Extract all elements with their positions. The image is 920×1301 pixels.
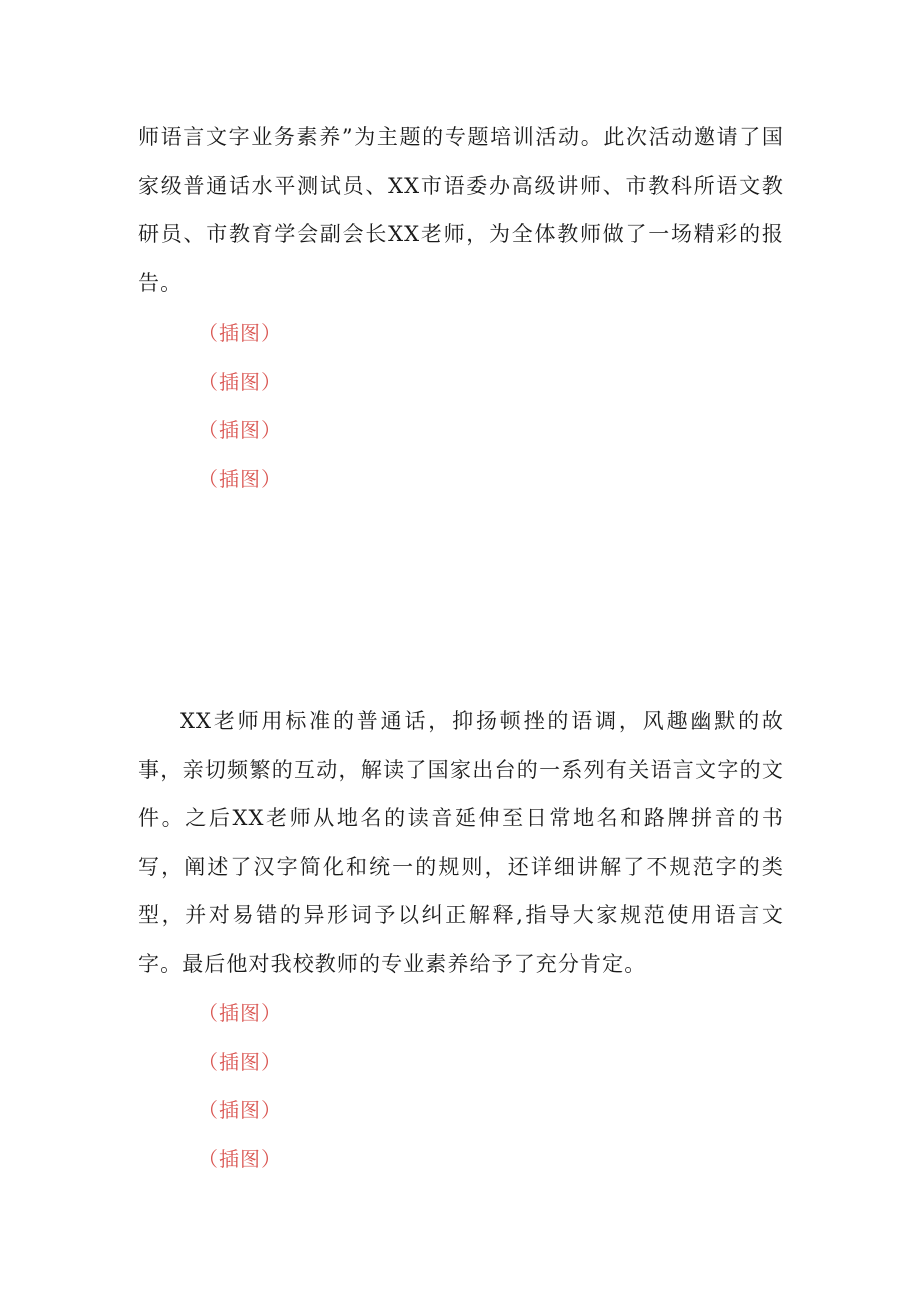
image-placeholder-group-1 [198, 309, 282, 503]
body-paragraph-1: 师语言文字业务素养”为主题的专题培训活动。此次活动邀请了国家级普通话水平测试员、XX市语委办高级讲师、市教科所语文教研员、市教育学会副会长XX老师，为全体教师做了一场精彩的报告。 [138, 125, 784, 295]
body-paragraph-2: XX老师用标准的普通话，抑扬顿挫的语调，风趣幽默的故事，亲切频繁的互动，解读了国家出台的一系列有关语言文字的文件。之后XX老师从地名的读音延伸至日常地名和路牌拼音的书写，阐述了汉字简化和统一的规则，还详细讲解了不规范字的类型，并对易错的异形词予以纠正解释,指导大家规范使用语言文字。最后他对我校教师的专业素养给予了充分肯定。 [138, 709, 784, 976]
image-placeholder: （插图） [198, 1098, 282, 1122]
image-placeholder: （插图） [198, 369, 282, 394]
image-placeholder: （插图） [198, 1146, 282, 1171]
image-placeholder: （插图） [198, 321, 282, 345]
image-placeholder: （插图） [198, 466, 282, 491]
image-placeholder: （插图） [198, 1049, 282, 1074]
image-placeholder: （插图） [198, 1001, 282, 1025]
image-placeholder-group-2 [198, 989, 282, 1183]
image-placeholder: （插图） [198, 418, 282, 442]
